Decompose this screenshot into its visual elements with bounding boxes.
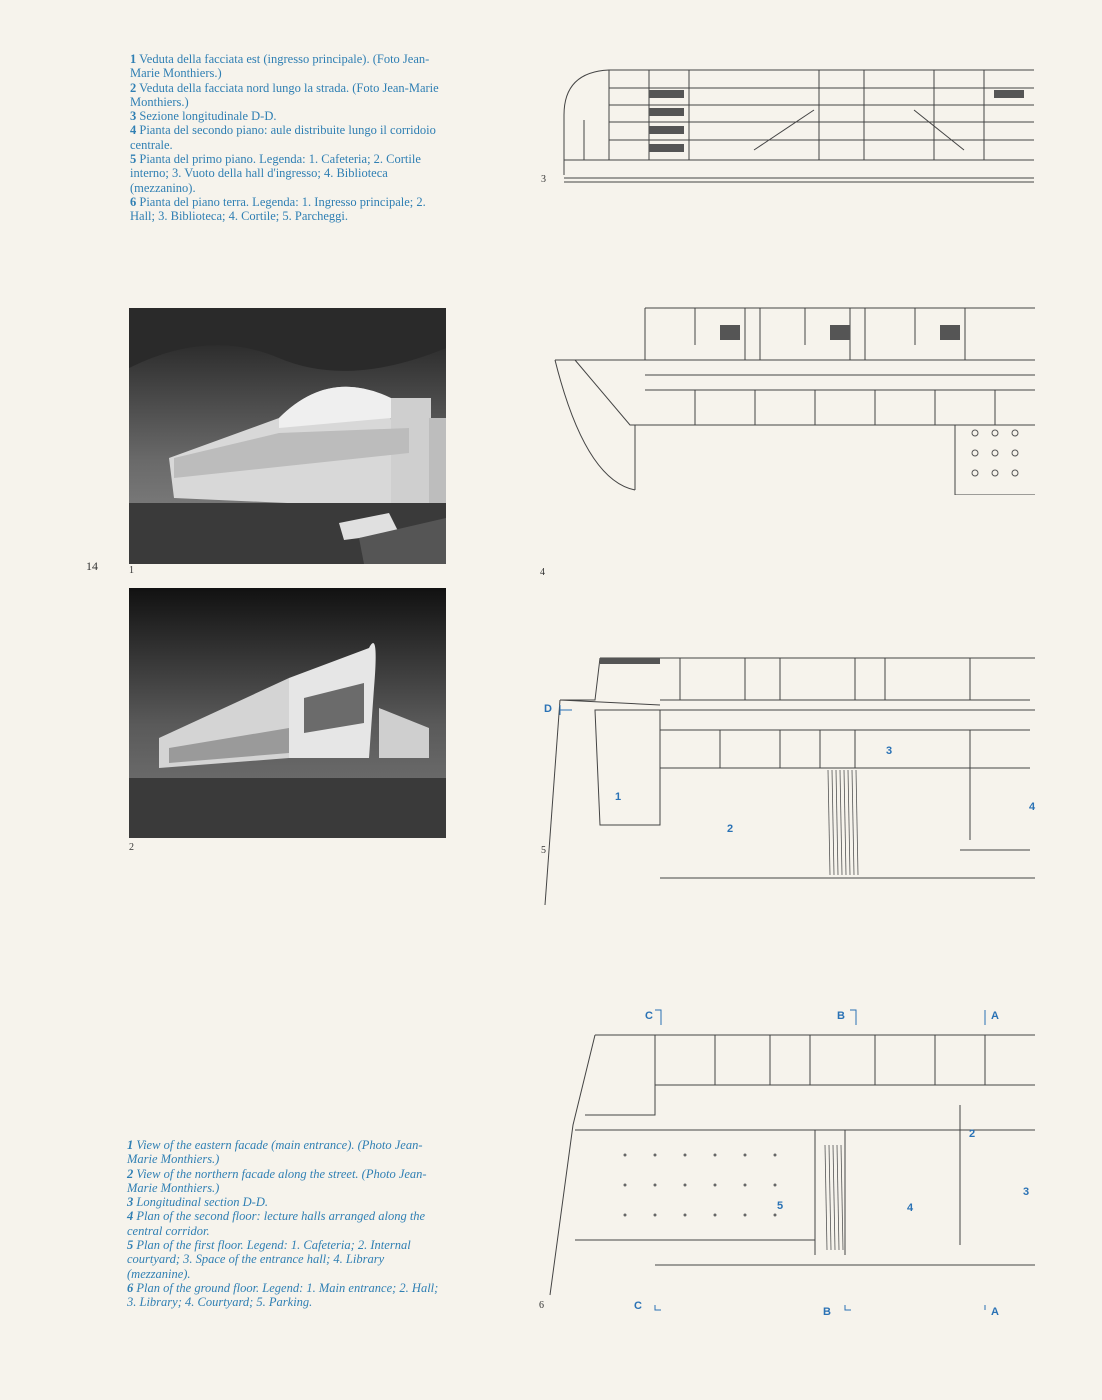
section-marker-d: D [544,703,552,715]
second-floor-plan [545,300,1037,495]
section-marker-b-bottom: B [823,1306,831,1318]
legend-4: 4 [907,1202,914,1214]
caption-text: Plan of the second floor: lecture halls arranged along the central corridor. [127,1209,426,1238]
caption-number: 2 [130,80,137,95]
caption-italian [130,52,440,224]
caption-text: View of the northern facade along the street. (Photo Jean-Marie Monthiers.) [127,1166,427,1195]
caption-text: Longitudinal section D-D. [133,1195,268,1210]
section-marker-a-bottom: A [991,1306,999,1318]
figure-number-5: 5 [541,845,546,856]
legend-2: 2 [969,1128,976,1140]
caption-text: Sezione longitudinale D-D. [136,109,277,124]
legend-3: 3 [1023,1186,1030,1198]
section-marker-c-bottom: C [634,1300,642,1312]
legend-2: 2 [727,823,734,835]
legend-3: 3 [886,745,893,757]
caption-number: 5 [130,152,137,167]
caption-number: 5 [127,1238,134,1253]
section-marker-a-top: A [991,1010,999,1022]
ground-floor-plan [545,1005,1037,1330]
figure-number-1: 1 [129,565,134,576]
legend-4: 4 [1029,801,1036,813]
caption-number: 6 [127,1280,134,1295]
caption-number: 4 [130,123,137,138]
caption-number: 2 [127,1166,134,1181]
caption-text: View of the eastern facade (main entrance). (Photo Jean-Marie Monthiers.) [127,1138,423,1167]
caption-text: Pianta del secondo piano: aule distribuite lungo il corridoio centrale. [130,123,436,152]
section-drawing [554,60,1036,185]
figure-number-2: 2 [129,842,134,853]
figure-number-4: 4 [540,567,545,578]
photo-northern-facade [129,588,446,838]
figure-number-6: 6 [539,1300,544,1311]
figure-number-3: 3 [541,174,546,185]
caption-text: Veduta della facciata nord lungo la strada. (Foto Jean-Marie Monthiers.) [130,80,439,109]
section-marker-c-top: C [645,1010,653,1022]
legend-5: 5 [777,1200,784,1212]
page-number: 14 [86,559,98,573]
caption-english [127,1138,445,1310]
section-marker-b-top: B [837,1010,845,1022]
legend-1: 1 [615,791,622,803]
caption-number: 1 [130,52,137,66]
caption-number: 6 [130,194,137,209]
caption-number: 3 [130,109,137,124]
caption-text: Plan of the ground floor. Legend: 1. Main entrance; 2. Hall; 3. Library; 4. Courtyard; 5. Parking. [127,1280,439,1310]
first-floor-plan [540,650,1037,915]
caption-number: 3 [127,1195,134,1210]
caption-number: 4 [127,1209,134,1224]
caption-text: Pianta del primo piano. Legenda: 1. Cafeteria; 2. Cortile interno; 3. Vuoto della hall d'ingresso; 4. Biblioteca (mezzanino). [130,152,421,195]
caption-text: Pianta del piano terra. Legenda: 1. Ingresso principale; 2. Hall; 3. Biblioteca; 4. Cortile; 5. Parcheggi. [130,194,426,224]
caption-text: Veduta della facciata est (ingresso principale). (Foto Jean-Marie Monthiers.) [130,52,430,81]
caption-number: 1 [127,1138,134,1152]
caption-text: Plan of the first floor. Legend: 1. Cafeteria; 2. Internal courtyard; 3. Space of the entrance hall; 4. Library (mezzanine). [127,1238,411,1281]
photo-eastern-facade [129,308,446,564]
